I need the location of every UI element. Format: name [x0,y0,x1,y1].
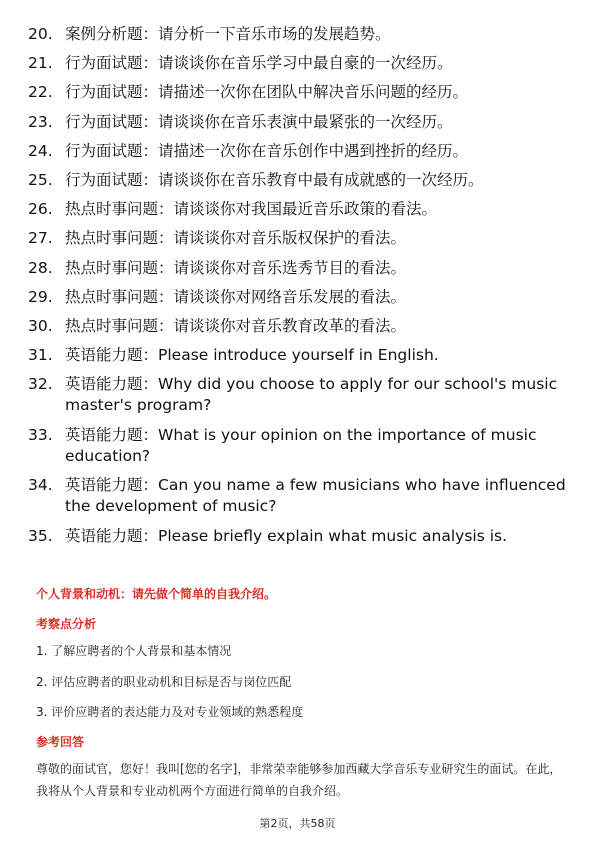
question-number: 31. [28,346,53,365]
question-number: 20. [28,25,53,43]
question-list [28,24,568,555]
question-text: 热点时事问题：请谈谈你对音乐版权保护的看法。 [65,229,407,248]
question-text: 行为面试题：请谈谈你在音乐教育中最有成就感的一次经历。 [65,170,484,189]
question-number: 21. [28,54,53,73]
question-number: 23. [28,112,53,131]
question-text: 热点时事问题：请谈谈你对网络音乐发展的看法。 [65,287,407,306]
question-number: 26. [28,200,53,219]
question-item [28,199,568,220]
question-number: 24. [28,141,53,160]
question-text: 热点时事问题：请谈谈你对我国最近音乐政策的看法。 [65,200,438,219]
question-text: 行为面试题：请描述一次你在团队中解决音乐问题的经历。 [65,83,469,102]
question-text: 英语能力题：Can you name a few musicians who have influenced the development of music? [65,476,566,516]
question-text: 行为面试题：请谈谈你在音乐学习中最自豪的一次经历。 [65,54,453,73]
question-text: 英语能力题：Please briefly explain what music analysis is. [65,526,508,545]
question-number: 32. [28,375,53,394]
question-number: 27. [28,229,53,248]
question-number: 25. [28,170,53,189]
question-number: 34. [28,476,53,495]
question-text: 行为面试题：请谈谈你在音乐表演中最紧张的一次经历。 [65,112,453,131]
question-item [28,258,568,279]
question-text: 热点时事问题：请谈谈你对音乐教育改革的看法。 [65,316,407,335]
question-number: 29. [28,287,53,306]
analysis-point: 2. 评估应聘者的职业动机和目标是否与岗位匹配 [36,675,292,689]
question-text: 英语能力题：Why did you choose to apply for our school's music master's program? [65,375,558,415]
analysis-title: 考察点分析 [36,617,97,631]
question-item [28,316,568,337]
answer-paragraph: 尊敬的面试官，您好！我叫[您的名字]，非常荣幸能够参加西藏大学音乐专业研究生的面试。在此，我将从个人背景和专业动机两个方面进行简单的自我介绍。 [36,762,562,798]
question-item [28,228,568,249]
question-item [28,112,568,133]
question-item [28,475,568,517]
question-item [28,526,568,547]
answer-title: 参考回答 [36,735,85,749]
question-item [28,425,568,467]
question-item [28,24,568,45]
question-number: 28. [28,258,53,277]
question-text: 案例分析题：请分析一下音乐市场的发展趋势。 [65,25,391,43]
question-number: 33. [28,425,53,444]
question-item [28,287,568,308]
page-footer: 第2页，共58页 [259,817,336,830]
question-item [28,345,568,366]
question-text: 行为面试题：请描述一次你在音乐创作中遇到挫折的经历。 [65,141,469,160]
question-item [28,170,568,191]
question-item [28,82,568,103]
analysis-point: 1. 了解应聘者的个人背景和基本情况 [36,644,232,658]
question-text: 英语能力题：Please introduce yourself in English. [65,346,439,365]
question-number: 30. [28,316,53,335]
question-item [28,141,568,162]
question-item [28,374,568,416]
section-heading: 个人背景和动机：请先做个简单的自我介绍。 [36,587,277,601]
analysis-point: 3. 评价应聘者的表达能力及对专业领域的熟悉程度 [36,705,304,719]
question-number: 22. [28,83,53,102]
question-item [28,53,568,74]
question-text: 热点时事问题：请谈谈你对音乐选秀节目的看法。 [65,258,407,277]
question-text: 英语能力题：What is your opinion on the importance of music education? [65,425,537,465]
question-number: 35. [28,526,53,545]
